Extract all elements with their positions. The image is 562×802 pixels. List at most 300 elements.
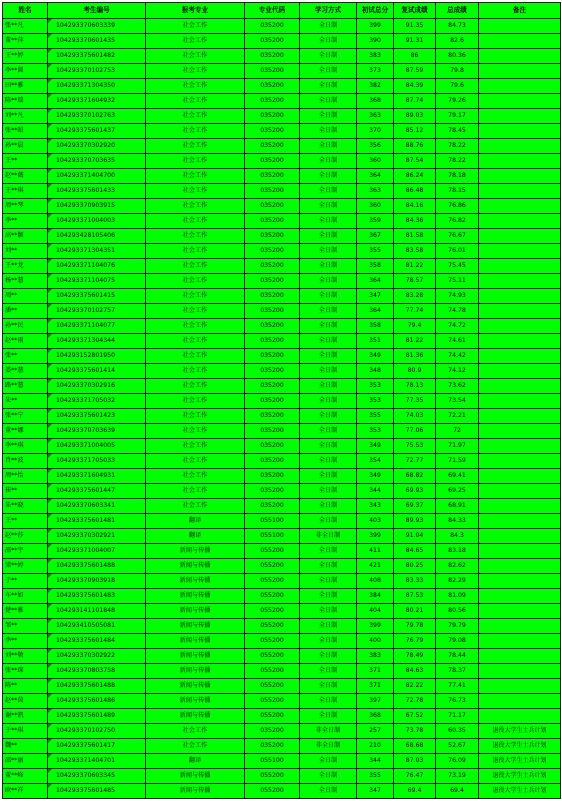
table-row	[3, 319, 561, 334]
cell-study-mode: 全日制	[300, 709, 357, 724]
table-row	[3, 574, 561, 589]
cell-retest-score: 91.31	[394, 34, 436, 49]
cell-candidate-id: 104293371304350	[48, 79, 146, 94]
cell-study-mode: 全日制	[300, 364, 357, 379]
cell-major: 社会工作	[146, 364, 245, 379]
cell-total-score: 76.09	[436, 754, 479, 769]
cell-major: 翻译	[146, 754, 245, 769]
table-row	[3, 49, 561, 64]
cell-major: 社会工作	[146, 409, 245, 424]
table-row	[3, 724, 561, 739]
cell-candidate-id: 104293370302921	[48, 529, 146, 544]
cell-initial-score: 368	[357, 709, 394, 724]
table-row	[3, 169, 561, 184]
cell-total-score: 71.17	[436, 709, 479, 724]
cell-name: 陈**	[3, 679, 48, 694]
cell-major: 新闻与传播	[146, 784, 245, 799]
cell-candidate-id: 104293141101848	[48, 604, 146, 619]
cell-candidate-id: 104293375601417	[48, 739, 146, 754]
table-row	[3, 439, 561, 454]
cell-major-code: 035200	[245, 304, 300, 319]
table-row	[3, 394, 561, 409]
cell-remarks	[479, 559, 561, 574]
cell-major-code: 055200	[245, 574, 300, 589]
cell-study-mode: 全日制	[300, 754, 357, 769]
cell-remarks	[479, 109, 561, 124]
cell-name: 于**琪	[3, 724, 48, 739]
cell-major-code: 035200	[245, 199, 300, 214]
header-major-code: 专业代码	[245, 3, 300, 19]
cell-retest-score: 69.37	[394, 499, 436, 514]
cell-remarks	[479, 499, 561, 514]
cell-remarks	[479, 679, 561, 694]
cell-candidate-id: 104293375601447	[48, 484, 146, 499]
cell-candidate-id: 104293375601415	[48, 289, 146, 304]
cell-retest-score: 77.74	[394, 304, 436, 319]
table-row	[3, 634, 561, 649]
cell-major-code: 035200	[245, 439, 300, 454]
cell-initial-score: 353	[357, 394, 394, 409]
cell-name: 李**圆	[3, 64, 48, 79]
cell-study-mode: 全日制	[300, 94, 357, 109]
cell-study-mode: 全日制	[300, 304, 357, 319]
cell-major-code: 035200	[245, 454, 300, 469]
cell-major: 社会工作	[146, 19, 245, 34]
cell-total-score: 78.18	[436, 169, 479, 184]
cell-name: 梁**婷	[3, 559, 48, 574]
cell-total-score: 82.29	[436, 574, 479, 589]
cell-major: 社会工作	[146, 469, 245, 484]
cell-major-code: 055200	[245, 604, 300, 619]
cell-major-code: 035200	[245, 19, 300, 34]
cell-initial-score: 364	[357, 304, 394, 319]
table-row	[3, 94, 561, 109]
cell-initial-score: 355	[357, 769, 394, 784]
cell-retest-score: 84.39	[394, 79, 436, 94]
cell-remarks	[479, 454, 561, 469]
cell-major-code: 055100	[245, 529, 300, 544]
cell-retest-score: 68.82	[394, 469, 436, 484]
cell-name: 欧**祥	[3, 784, 48, 799]
cell-remarks	[479, 529, 561, 544]
cell-major: 新闻与传播	[146, 664, 245, 679]
cell-major: 社会工作	[146, 454, 245, 469]
cell-major: 社会工作	[146, 79, 245, 94]
cell-major: 社会工作	[146, 379, 245, 394]
cell-major: 翻译	[146, 529, 245, 544]
table-row	[3, 649, 561, 664]
cell-total-score: 82.6	[436, 34, 479, 49]
cell-study-mode: 全日制	[300, 484, 357, 499]
cell-candidate-id: 104293371104077	[48, 319, 146, 334]
cell-remarks	[479, 424, 561, 439]
cell-initial-score: 382	[357, 79, 394, 94]
header-initial-score: 初试总分	[357, 3, 394, 19]
table-row	[3, 289, 561, 304]
cell-candidate-id: 104293375601433	[48, 184, 146, 199]
cell-major-code: 055200	[245, 694, 300, 709]
cell-candidate-id: 104293371404701	[48, 754, 146, 769]
table-row	[3, 259, 561, 274]
cell-total-score: 78.22	[436, 154, 479, 169]
cell-initial-score: 347	[357, 784, 394, 799]
cell-candidate-id: 104293371304344	[48, 334, 146, 349]
cell-study-mode: 全日制	[300, 694, 357, 709]
cell-major-code: 055100	[245, 514, 300, 529]
table-row	[3, 124, 561, 139]
cell-remarks	[479, 349, 561, 364]
cell-remarks	[479, 544, 561, 559]
cell-retest-score: 72.77	[394, 454, 436, 469]
cell-major-code: 035200	[245, 499, 300, 514]
cell-major: 社会工作	[146, 64, 245, 79]
cell-major: 社会工作	[146, 244, 245, 259]
cell-major: 新闻与传播	[146, 544, 245, 559]
cell-retest-score: 75.53	[394, 439, 436, 454]
cell-major: 社会工作	[146, 724, 245, 739]
cell-name: 李**	[3, 214, 48, 229]
cell-study-mode: 全日制	[300, 124, 357, 139]
cell-remarks: 退役大学生士兵计划	[479, 724, 561, 739]
cell-candidate-id: 104293375601488	[48, 679, 146, 694]
cell-initial-score: 355	[357, 244, 394, 259]
cell-major-code: 035200	[245, 724, 300, 739]
cell-name: 潘**	[3, 304, 48, 319]
cell-retest-score: 80.21	[394, 604, 436, 619]
cell-study-mode: 非全日制	[300, 529, 357, 544]
cell-major-code: 035200	[245, 94, 300, 109]
cell-name: 邵**宇	[3, 544, 48, 559]
cell-retest-score: 87.59	[394, 64, 436, 79]
cell-major: 新闻与传播	[146, 649, 245, 664]
cell-name: 张**宁	[3, 409, 48, 424]
cell-initial-score: 397	[357, 694, 394, 709]
cell-major: 新闻与传播	[146, 604, 245, 619]
cell-candidate-id: 104293375601414	[48, 364, 146, 379]
cell-major: 社会工作	[146, 394, 245, 409]
cell-remarks	[479, 649, 561, 664]
cell-major-code: 055200	[245, 559, 300, 574]
cell-total-score: 74.72	[436, 319, 479, 334]
cell-candidate-id: 104293370302920	[48, 139, 146, 154]
table-row	[3, 79, 561, 94]
cell-name: 董**峰	[3, 769, 48, 784]
cell-major-code: 055200	[245, 619, 300, 634]
cell-retest-score: 81.36	[394, 349, 436, 364]
cell-study-mode: 全日制	[300, 154, 357, 169]
cell-remarks	[479, 79, 561, 94]
cell-candidate-id: 104293375601489	[48, 709, 146, 724]
cell-initial-score: 403	[357, 514, 394, 529]
cell-remarks	[479, 19, 561, 34]
cell-remarks	[479, 574, 561, 589]
cell-initial-score: 351	[357, 334, 394, 349]
cell-retest-score: 83.33	[394, 574, 436, 589]
cell-major: 社会工作	[146, 34, 245, 49]
cell-initial-score: 353	[357, 424, 394, 439]
cell-total-score: 74.93	[436, 289, 479, 304]
cell-candidate-id: 104293375601484	[48, 634, 146, 649]
cell-initial-score: 400	[357, 634, 394, 649]
cell-study-mode: 全日制	[300, 199, 357, 214]
cell-major: 社会工作	[146, 214, 245, 229]
cell-name: 车**如	[3, 589, 48, 604]
cell-major: 社会工作	[146, 139, 245, 154]
cell-name: 娄**慧	[3, 364, 48, 379]
cell-remarks	[479, 379, 561, 394]
cell-major-code: 055200	[245, 544, 300, 559]
cell-major: 社会工作	[146, 229, 245, 244]
cell-retest-score: 84.63	[394, 664, 436, 679]
cell-name: 孙**民	[3, 319, 48, 334]
cell-candidate-id: 104293370102757	[48, 304, 146, 319]
cell-major-code: 035200	[245, 409, 300, 424]
cell-major-code: 035200	[245, 259, 300, 274]
cell-major-code: 035200	[245, 289, 300, 304]
cell-candidate-id: 104293375601481	[48, 514, 146, 529]
table-row	[3, 139, 561, 154]
table-row	[3, 154, 561, 169]
table-row	[3, 559, 561, 574]
cell-name: 周**琴	[3, 199, 48, 214]
cell-major-code: 035200	[245, 424, 300, 439]
cell-retest-score: 86.24	[394, 169, 436, 184]
cell-study-mode: 全日制	[300, 289, 357, 304]
cell-total-score: 80.36	[436, 49, 479, 64]
cell-retest-score: 85.12	[394, 124, 436, 139]
cell-total-score: 76.67	[436, 229, 479, 244]
table-row	[3, 109, 561, 124]
table-row	[3, 304, 561, 319]
cell-remarks	[479, 709, 561, 724]
cell-retest-score: 67.52	[394, 709, 436, 724]
cell-remarks	[479, 589, 561, 604]
cell-retest-score: 77.06	[394, 424, 436, 439]
cell-total-score: 75.11	[436, 274, 479, 289]
cell-initial-score: 383	[357, 49, 394, 64]
table-row	[3, 709, 561, 724]
cell-study-mode: 全日制	[300, 409, 357, 424]
cell-study-mode: 全日制	[300, 349, 357, 364]
cell-remarks: 退役大学生士兵计划	[479, 739, 561, 754]
cell-study-mode: 非全日制	[300, 724, 357, 739]
cell-major: 社会工作	[146, 289, 245, 304]
table-row	[3, 604, 561, 619]
cell-initial-score: 360	[357, 199, 394, 214]
cell-major-code: 035200	[245, 274, 300, 289]
cell-major: 新闻与传播	[146, 694, 245, 709]
cell-total-score: 68.91	[436, 499, 479, 514]
table-row	[3, 739, 561, 754]
cell-study-mode: 全日制	[300, 379, 357, 394]
cell-total-score: 74.42	[436, 349, 479, 364]
cell-name: 董**萍	[3, 34, 48, 49]
cell-candidate-id: 104293370302922	[48, 649, 146, 664]
cell-name: 肖**波	[3, 454, 48, 469]
cell-total-score: 78.44	[436, 649, 479, 664]
cell-study-mode: 全日制	[300, 499, 357, 514]
cell-total-score: 74.78	[436, 304, 479, 319]
cell-initial-score: 399	[357, 529, 394, 544]
table-row	[3, 784, 561, 799]
cell-remarks	[479, 394, 561, 409]
table-row	[3, 244, 561, 259]
cell-initial-score: 367	[357, 229, 394, 244]
table-row	[3, 694, 561, 709]
cell-retest-score: 86.48	[394, 184, 436, 199]
cell-retest-score: 83.58	[394, 244, 436, 259]
cell-initial-score: 356	[357, 139, 394, 154]
cell-retest-score: 84.65	[394, 544, 436, 559]
table-row	[3, 589, 561, 604]
cell-candidate-id: 104293375601423	[48, 409, 146, 424]
table-body	[3, 19, 561, 799]
cell-remarks	[479, 304, 561, 319]
cell-candidate-id: 104293370903915	[48, 199, 146, 214]
cell-total-score: 74.61	[436, 334, 479, 349]
cell-initial-score: 363	[357, 109, 394, 124]
cell-initial-score: 348	[357, 364, 394, 379]
cell-retest-score: 84.36	[394, 214, 436, 229]
cell-study-mode: 全日制	[300, 469, 357, 484]
cell-major: 新闻与传播	[146, 619, 245, 634]
cell-name: 王**琪	[3, 184, 48, 199]
cell-study-mode: 全日制	[300, 544, 357, 559]
cell-candidate-id: 104293371604931	[48, 469, 146, 484]
cell-study-mode: 全日制	[300, 784, 357, 799]
cell-remarks	[479, 124, 561, 139]
cell-name: 张**昭	[3, 124, 48, 139]
cell-remarks	[479, 484, 561, 499]
cell-retest-score: 69.4	[394, 784, 436, 799]
cell-study-mode: 全日制	[300, 649, 357, 664]
cell-initial-score: 384	[357, 589, 394, 604]
cell-major-code: 035200	[245, 139, 300, 154]
cell-name: 楚**雅	[3, 604, 48, 619]
cell-retest-score: 79.4	[394, 319, 436, 334]
cell-retest-score: 73.78	[394, 724, 436, 739]
cell-remarks	[479, 214, 561, 229]
cell-candidate-id: 104293371404700	[48, 169, 146, 184]
cell-major: 社会工作	[146, 154, 245, 169]
cell-major: 社会工作	[146, 304, 245, 319]
table-row	[3, 364, 561, 379]
cell-retest-score: 87.03	[394, 754, 436, 769]
cell-retest-score: 91.04	[394, 529, 436, 544]
cell-study-mode: 全日制	[300, 319, 357, 334]
cell-candidate-id: 104293371104075	[48, 274, 146, 289]
cell-retest-score: 72.78	[394, 694, 436, 709]
cell-remarks: 退役大学生士兵计划	[479, 784, 561, 799]
table-row	[3, 514, 561, 529]
cell-retest-score: 68.68	[394, 739, 436, 754]
cell-initial-score: 349	[357, 349, 394, 364]
cell-name: 王**	[3, 514, 48, 529]
cell-candidate-id: 104293371604932	[48, 94, 146, 109]
cell-initial-score: 349	[357, 439, 394, 454]
table-row	[3, 469, 561, 484]
cell-total-score: 79.8	[436, 64, 479, 79]
cell-major-code: 035200	[245, 49, 300, 64]
cell-candidate-id: 104293370603341	[48, 499, 146, 514]
cell-candidate-id: 104293370102750	[48, 724, 146, 739]
cell-candidate-id: 104293428105406	[48, 229, 146, 244]
cell-name: 董**娜	[3, 424, 48, 439]
cell-initial-score: 364	[357, 274, 394, 289]
header-remarks: 备注	[479, 3, 561, 19]
cell-retest-score: 84.16	[394, 199, 436, 214]
cell-candidate-id: 104293375601483	[48, 589, 146, 604]
cell-remarks: 退役大学生士兵计划	[479, 769, 561, 784]
cell-total-score: 52.67	[436, 739, 479, 754]
cell-candidate-id: 104293370903918	[48, 574, 146, 589]
cell-initial-score: 421	[357, 559, 394, 574]
cell-candidate-id: 104293371705033	[48, 454, 146, 469]
cell-major-code: 055200	[245, 679, 300, 694]
cell-total-score: 81.09	[436, 589, 479, 604]
cell-initial-score: 408	[357, 574, 394, 589]
cell-initial-score: 347	[357, 289, 394, 304]
cell-total-score: 74.12	[436, 364, 479, 379]
cell-major: 社会工作	[146, 424, 245, 439]
cell-initial-score: 373	[357, 64, 394, 79]
table-row	[3, 454, 561, 469]
cell-major: 社会工作	[146, 499, 245, 514]
cell-name: 王**	[3, 154, 48, 169]
cell-remarks: 退役大学生士兵计划	[479, 754, 561, 769]
cell-major-code: 035200	[245, 364, 300, 379]
cell-major: 社会工作	[146, 199, 245, 214]
cell-retest-score: 76.79	[394, 634, 436, 649]
cell-major: 社会工作	[146, 739, 245, 754]
cell-initial-score: 390	[357, 34, 394, 49]
table-row	[3, 274, 561, 289]
cell-major-code: 035200	[245, 319, 300, 334]
cell-remarks	[479, 184, 561, 199]
cell-major-code: 035200	[245, 244, 300, 259]
cell-major: 社会工作	[146, 259, 245, 274]
cell-major: 新闻与传播	[146, 589, 245, 604]
table-row	[3, 679, 561, 694]
cell-name: 赵**茵	[3, 694, 48, 709]
cell-retest-score: 91.35	[394, 19, 436, 34]
cell-study-mode: 全日制	[300, 274, 357, 289]
cell-retest-score: 79.78	[394, 619, 436, 634]
cell-name: 张**琛	[3, 664, 48, 679]
cell-total-score: 71.97	[436, 439, 479, 454]
cell-study-mode: 全日制	[300, 64, 357, 79]
cell-remarks	[479, 334, 561, 349]
cell-major-code: 035200	[245, 169, 300, 184]
cell-study-mode: 非全日制	[300, 739, 357, 754]
cell-major: 翻译	[146, 514, 245, 529]
cell-retest-score: 81.58	[394, 229, 436, 244]
cell-major-code: 055200	[245, 589, 300, 604]
cell-major: 社会工作	[146, 334, 245, 349]
cell-initial-score: 364	[357, 169, 394, 184]
cell-initial-score: 343	[357, 499, 394, 514]
cell-remarks	[479, 154, 561, 169]
cell-remarks	[479, 64, 561, 79]
cell-total-score: 69.41	[436, 469, 479, 484]
cell-candidate-id: 104293410505081	[48, 619, 146, 634]
cell-retest-score: 78.49	[394, 649, 436, 664]
cell-major: 社会工作	[146, 184, 245, 199]
cell-initial-score: 383	[357, 649, 394, 664]
table-row	[3, 229, 561, 244]
cell-name: 朱**	[3, 394, 48, 409]
cell-candidate-id: 104293370803758	[48, 664, 146, 679]
